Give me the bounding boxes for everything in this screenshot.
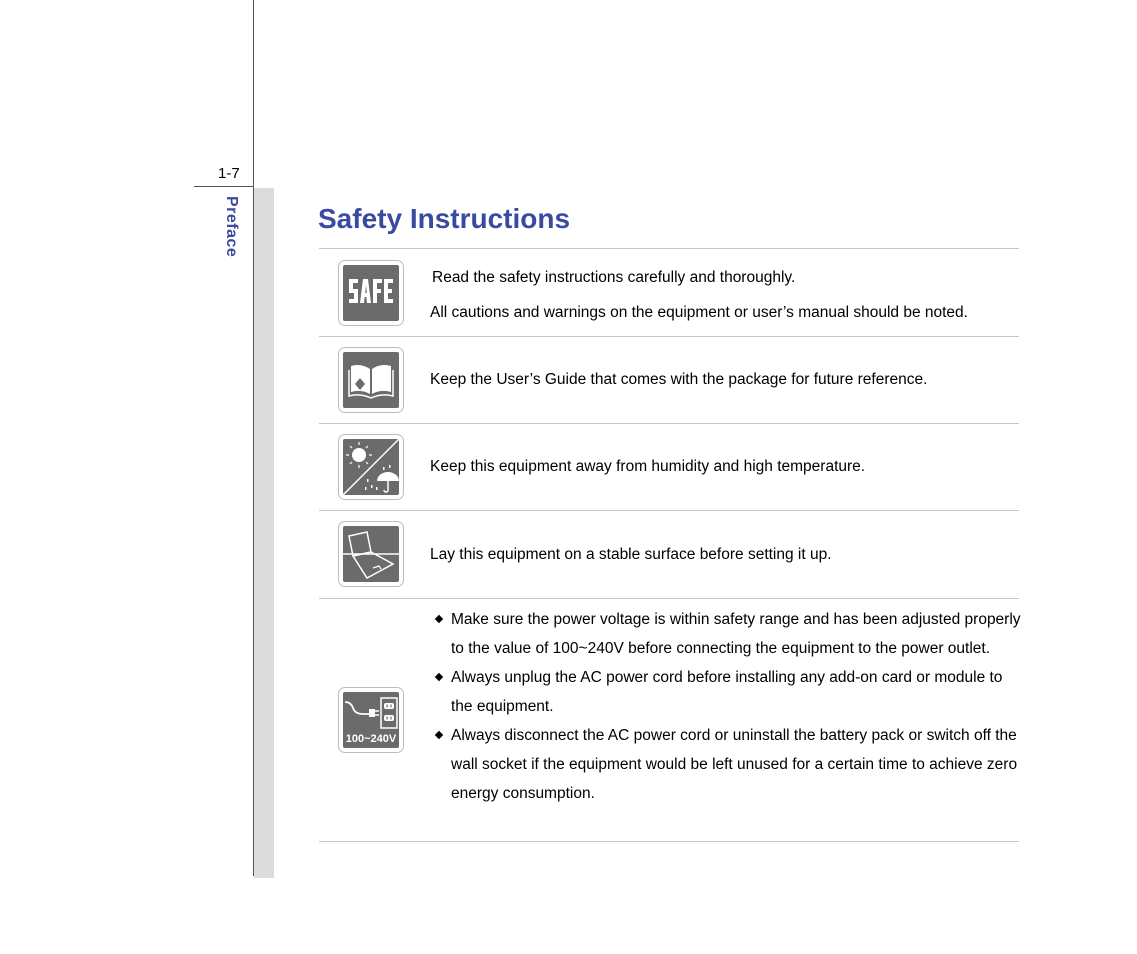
list-item	[434, 721, 1024, 808]
power-safety-list	[434, 605, 1024, 808]
row-text: Keep this equipment away from humidity and high temperature.	[430, 458, 866, 475]
table-rule	[319, 841, 1019, 842]
row-text: Read the safety instructions carefully and thoroughly.	[432, 269, 796, 286]
table-rule	[319, 248, 1019, 249]
section-label: Preface	[223, 196, 240, 258]
book-icon	[338, 347, 404, 413]
safe-icon	[338, 260, 404, 326]
bullet-icon	[435, 673, 443, 681]
power-voltage-icon	[338, 687, 404, 753]
row-text: Keep the User’s Guide that comes with the package for future reference.	[430, 371, 928, 388]
page-number-rule	[194, 186, 254, 187]
page-number: 1-7	[218, 165, 240, 182]
list-item	[434, 663, 1024, 721]
list-item-text: Make sure the power voltage is within safety range and has been adjusted properly to the value of 100~240V before connecting the equipment to the power outlet.	[451, 611, 1021, 657]
laptop-surface-icon	[338, 521, 404, 587]
row-text: All cautions and warnings on the equipment or user’s manual should be noted.	[430, 304, 968, 321]
table-rule	[319, 423, 1019, 424]
humidity-temperature-icon	[338, 434, 404, 500]
table-rule	[319, 598, 1019, 599]
table-rule	[319, 510, 1019, 511]
voltage-label: 100~240V	[345, 733, 397, 745]
list-item-text: Always disconnect the AC power cord or uninstall the battery pack or switch off the wall socket if the equipment would be left unused for a certain time to achieve zero energy consumption.	[451, 727, 1018, 802]
margin-gray-bar	[254, 188, 274, 878]
bullet-icon	[435, 615, 443, 623]
bullet-icon	[435, 731, 443, 739]
page-title: Safety Instructions	[318, 203, 571, 234]
list-item-text: Always unplug the AC power cord before installing any add-on card or module to the equipment.	[451, 669, 1003, 715]
table-rule	[319, 336, 1019, 337]
list-item	[434, 605, 1024, 663]
row-text: Lay this equipment on a stable surface before setting it up.	[430, 546, 832, 563]
